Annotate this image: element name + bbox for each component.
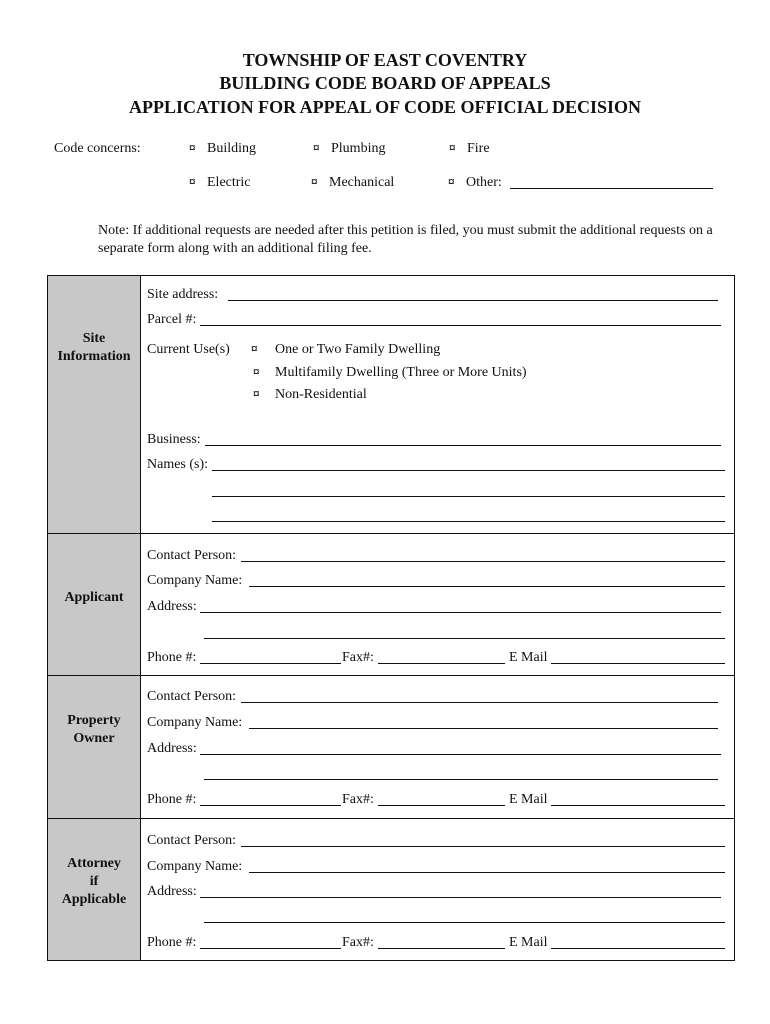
owner-fax-label: Fax#:	[342, 792, 374, 807]
attorney-label-line-3: Applicable	[61, 892, 127, 907]
attorney-label-line-1: Attorney	[67, 856, 121, 871]
attorney-fax-label: Fax#:	[342, 935, 374, 950]
business-field[interactable]	[205, 445, 721, 446]
attorney-label-line-2: if	[89, 874, 99, 889]
applicant-email-label: E Mail	[509, 650, 548, 665]
attorney-email-label: E Mail	[509, 935, 548, 950]
parcel-label: Parcel #:	[147, 312, 197, 327]
attorney-address-label: Address:	[147, 884, 197, 899]
mechanical-checkbox[interactable]: ¤	[311, 174, 318, 189]
building-checkbox[interactable]: ¤	[189, 140, 196, 155]
attorney-phone-label: Phone #:	[147, 935, 197, 950]
applicant-phone-label: Phone #:	[147, 650, 197, 665]
owner-contact-label: Contact Person:	[147, 689, 237, 704]
owner-address-field-line-2[interactable]	[204, 779, 718, 780]
attorney-address-field-line-2[interactable]	[204, 922, 725, 923]
applicant-company-field[interactable]	[249, 586, 725, 587]
attorney-contact-label: Contact Person:	[147, 833, 237, 848]
owner-address-label: Address:	[147, 741, 197, 756]
applicant-fax-label: Fax#:	[342, 650, 374, 665]
owner-address-field[interactable]	[200, 754, 721, 755]
property-owner-label-line-1: Property	[67, 713, 121, 728]
one-two-family-label: One or Two Family Dwelling	[275, 342, 441, 357]
attorney-label	[48, 855, 140, 909]
plumbing-checkbox[interactable]: ¤	[313, 140, 320, 155]
applicant-company-label: Company Name:	[147, 573, 243, 588]
plumbing-option-label: Plumbing	[331, 141, 386, 156]
owner-fax-field[interactable]	[378, 805, 505, 806]
applicant-label: Applicant	[64, 590, 124, 605]
property-owner-label-line-2: Owner	[73, 731, 115, 746]
building-option-label: Building	[207, 141, 257, 156]
attorney-contact-field[interactable]	[241, 846, 725, 847]
owner-phone-field[interactable]	[200, 805, 341, 806]
attorney-address-field[interactable]	[200, 897, 721, 898]
one-two-family-checkbox[interactable]: ¤	[251, 341, 258, 356]
names-field-line-2[interactable]	[212, 496, 725, 497]
owner-email-field[interactable]	[551, 805, 725, 806]
form-title-line-3: APPLICATION FOR APPEAL OF CODE OFFICIAL DECISION	[128, 97, 642, 117]
attorney-company-field[interactable]	[249, 872, 725, 873]
applicant-phone-field[interactable]	[200, 663, 341, 664]
mechanical-option-label: Mechanical	[329, 175, 395, 190]
form-title-line-1: TOWNSHIP OF EAST COVENTRY	[242, 50, 528, 70]
applicant-email-field[interactable]	[551, 663, 725, 664]
site-address-field[interactable]	[228, 300, 718, 301]
owner-phone-label: Phone #:	[147, 792, 197, 807]
current-use-label: Current Use(s)	[147, 342, 230, 357]
owner-company-label: Company Name:	[147, 715, 243, 730]
code-concerns-label: Code concerns:	[54, 141, 141, 156]
other-concern-field[interactable]	[510, 188, 713, 189]
attorney-email-field[interactable]	[551, 948, 725, 949]
filing-note: Note: If additional requests are needed after this petition is filed, you must submit the additional requests on a separate form along with an additional filing fee.	[98, 223, 713, 256]
other-option-label: Other:	[466, 175, 502, 190]
multifamily-label: Multifamily Dwelling (Three or More Units)	[275, 365, 527, 380]
section-divider	[48, 533, 735, 534]
applicant-address-field-line-2[interactable]	[204, 638, 725, 639]
form-title-line-2: BUILDING CODE BOARD OF APPEALS	[219, 73, 551, 93]
names-label: Names (s):	[147, 457, 209, 472]
applicant-contact-label: Contact Person:	[147, 548, 237, 563]
section-divider	[48, 818, 735, 819]
names-field-line-3[interactable]	[212, 521, 725, 522]
names-field-line-1[interactable]	[212, 470, 725, 471]
non-residential-label: Non-Residential	[275, 387, 367, 402]
owner-company-field[interactable]	[249, 728, 718, 729]
applicant-address-label: Address:	[147, 599, 197, 614]
electric-checkbox[interactable]: ¤	[189, 174, 196, 189]
attorney-fax-field[interactable]	[378, 948, 505, 949]
applicant-address-field[interactable]	[200, 612, 721, 613]
parcel-field[interactable]	[200, 325, 721, 326]
electric-option-label: Electric	[207, 175, 251, 190]
fire-option-label: Fire	[467, 141, 490, 156]
property-owner-label	[48, 712, 140, 748]
multifamily-checkbox[interactable]: ¤	[253, 364, 260, 379]
owner-contact-field[interactable]	[241, 702, 718, 703]
site-address-label: Site address:	[147, 287, 219, 302]
applicant-contact-field[interactable]	[241, 561, 725, 562]
applicant-fax-field[interactable]	[378, 663, 505, 664]
owner-email-label: E Mail	[509, 792, 548, 807]
attorney-company-label: Company Name:	[147, 859, 243, 874]
attorney-phone-field[interactable]	[200, 948, 341, 949]
fire-checkbox[interactable]: ¤	[449, 140, 456, 155]
site-information-label: Site Information	[57, 331, 131, 364]
other-checkbox[interactable]: ¤	[448, 174, 455, 189]
business-label: Business:	[147, 432, 201, 447]
non-residential-checkbox[interactable]: ¤	[253, 386, 260, 401]
section-divider	[48, 675, 735, 676]
